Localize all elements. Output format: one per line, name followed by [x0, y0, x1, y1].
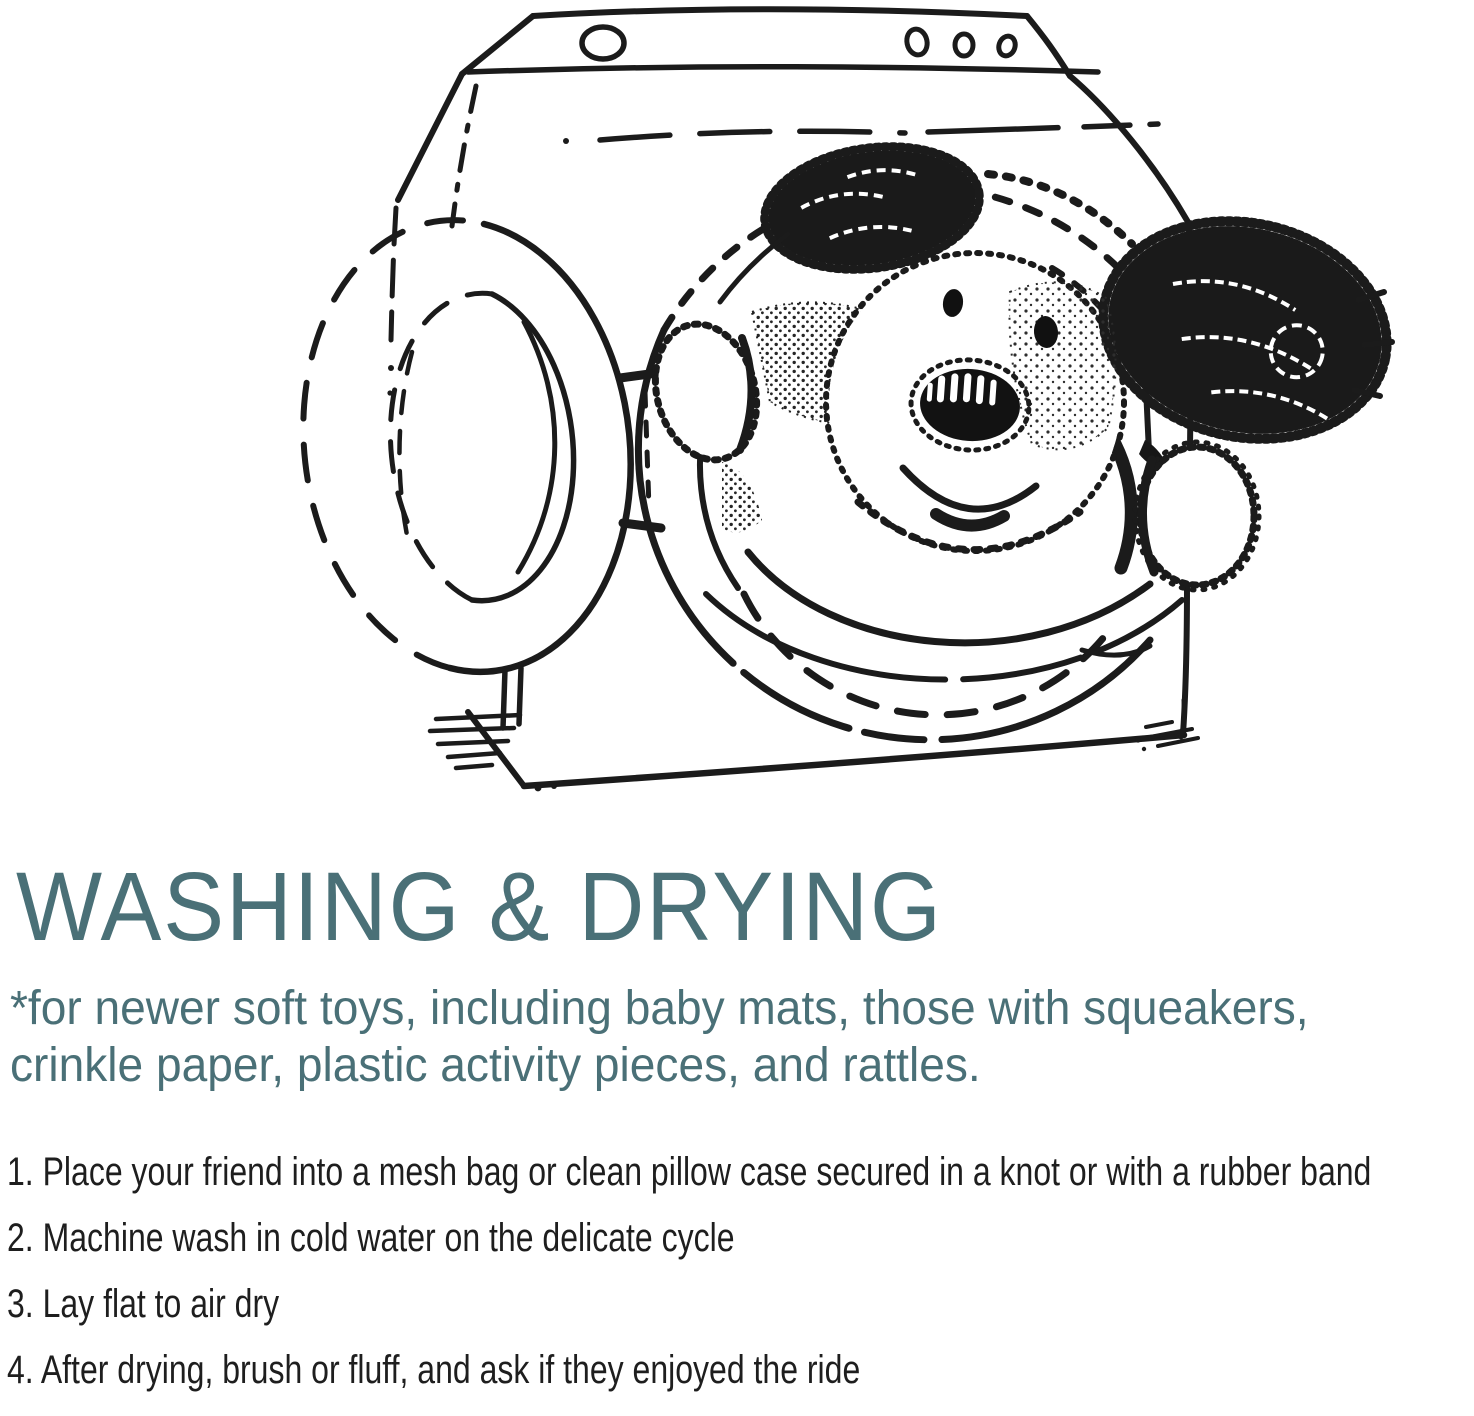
dial-knob-icon: [582, 27, 624, 59]
knob-icon: [996, 34, 1017, 58]
machine-door: [303, 220, 661, 672]
puppy-arm: [706, 552, 1182, 680]
care-note: [10, 980, 1363, 1094]
corner-hatch: [1135, 700, 1198, 751]
care-step: 3. Lay flat to air dry: [7, 1282, 280, 1326]
note-line: *for newer soft toys, including baby mats, those with squeakers,: [10, 982, 1309, 1035]
head-fringe: [988, 174, 1132, 244]
puppy-paw-right: [1135, 440, 1259, 590]
knob-icon: [905, 27, 930, 57]
puppy-right-ear: [1083, 196, 1407, 465]
note-line: crinkle paper, plastic activity pieces, and rattles.: [10, 1039, 981, 1092]
knob-icon: [955, 34, 973, 56]
section-title: WASHING & DRYING: [16, 852, 943, 961]
puppy-eye-patch: [1009, 282, 1115, 449]
puppy-drawing: [641, 134, 1407, 680]
care-step: 1. Place your friend into a mesh bag or clean pillow case secured in a knot or with a rubber band: [7, 1150, 1372, 1194]
puppy-paw-left: [641, 313, 771, 533]
care-steps: [7, 1152, 1474, 1416]
care-step: 4. After drying, brush or fluff, and ask if they enjoyed the ride: [7, 1348, 861, 1392]
care-step: 2. Machine wash in cold water on the delicate cycle: [7, 1216, 735, 1260]
care-card: [0, 812, 1474, 1406]
